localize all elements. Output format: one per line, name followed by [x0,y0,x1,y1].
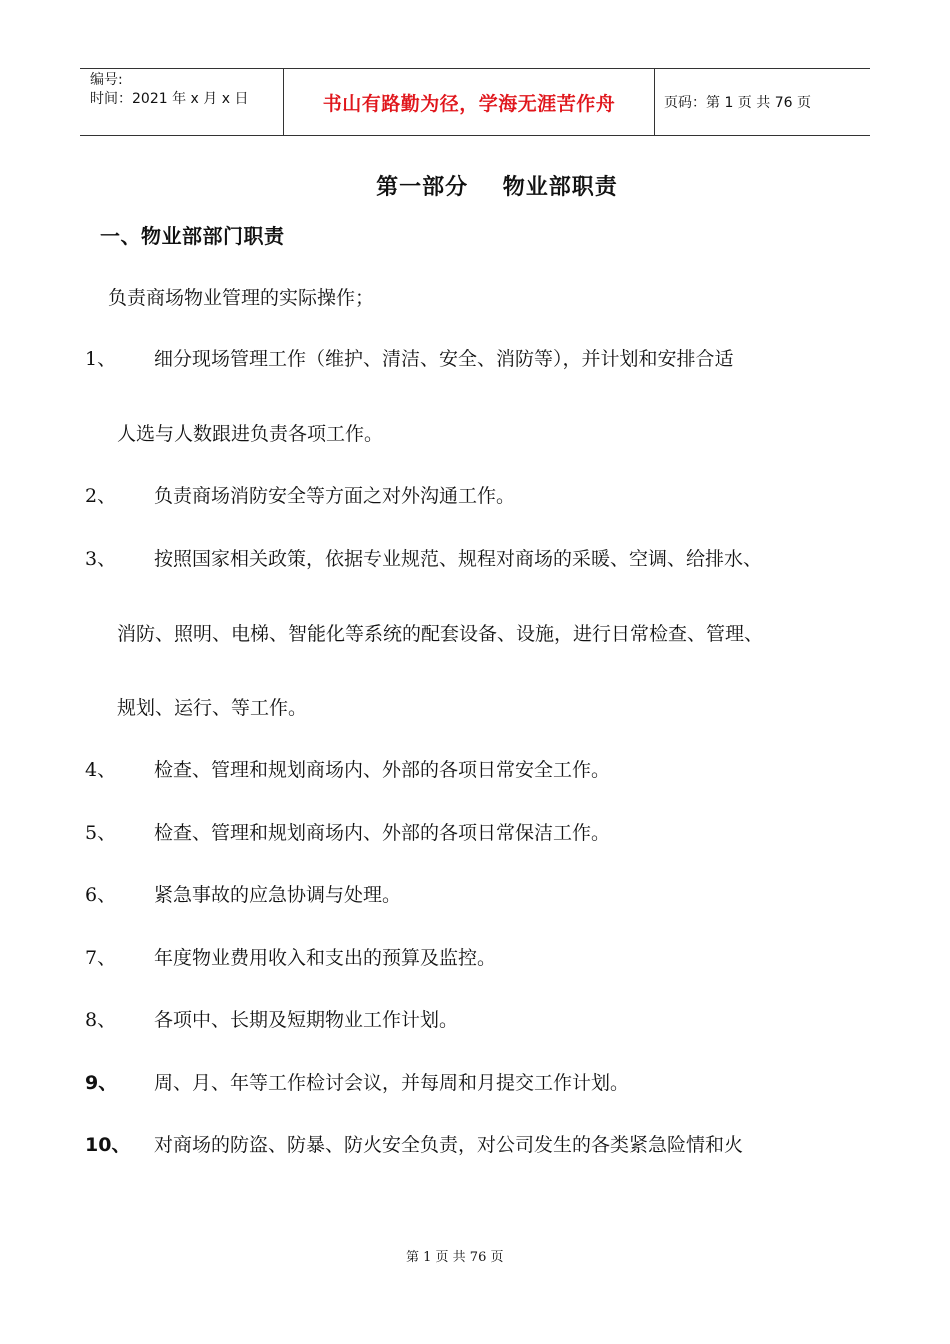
document-date: 时间：2021 年 x 月 x 日 [90,91,249,107]
intro-paragraph: 负责商场物业管理的实际操作； [108,287,375,309]
header-meta [80,69,283,135]
header-page-number: 页码：第 1 页 共 76 页 [664,95,811,111]
header-page-info [655,69,870,135]
list-item-text: 检查、管理和规划商场内、外部的各项日常保洁工作。 [154,822,611,844]
list-item-text: 按照国家相关政策，依据专业规范、规程对商场的采暖、空调、给排水、 [154,548,763,570]
section-heading: 一、物业部部门职责 [100,224,285,248]
list-item-number: 5、 [85,822,117,844]
list-item-text: 细分现场管理工作（维护、清洁、安全、消防等），并计划和安排合适 [154,348,734,370]
list-item-text: 年度物业费用收入和支出的预算及监控。 [154,947,497,969]
page-footer: 第 1 页 共 76 页 [406,1250,504,1265]
list-item-continuation: 人选与人数跟进负责各项工作。 [117,423,384,445]
list-item-continuation: 消防、照明、电梯、智能化等系统的配套设备、设施，进行日常检查、管理、 [117,623,764,645]
list-item-number: 3、 [85,548,117,570]
header-motto-cell [283,69,655,135]
list-item-number: 4、 [85,759,117,781]
list-item-continuation: 规划、运行、等工作。 [117,697,308,719]
list-item-number: 1、 [85,348,117,370]
list-item-text: 负责商场消防安全等方面之对外沟通工作。 [154,485,516,507]
list-item-number: 8、 [85,1009,117,1031]
list-item-text: 紧急事故的应急协调与处理。 [154,884,402,906]
list-item-number: 7、 [85,947,117,969]
page-header [80,68,870,136]
list-item-text: 各项中、长期及短期物业工作计划。 [154,1009,459,1031]
part-title: 第一部分 物业部职责 [376,175,618,200]
list-item-text: 周、月、年等工作检讨会议，并每周和月提交工作计划。 [154,1072,630,1094]
document-number: 编号: [90,72,123,88]
header-motto: 书山有路勤为径，学海无涯苦作舟 [322,92,616,115]
list-item-number: 9、 [85,1072,118,1094]
list-item-text: 对商场的防盗、防暴、防火安全负责，对公司发生的各类紧急险情和火 [154,1134,744,1156]
list-item-text: 检查、管理和规划商场内、外部的各项日常安全工作。 [154,759,611,781]
list-item-number: 10、 [85,1134,131,1156]
list-item-number: 6、 [85,884,117,906]
list-item-number: 2、 [85,485,117,507]
